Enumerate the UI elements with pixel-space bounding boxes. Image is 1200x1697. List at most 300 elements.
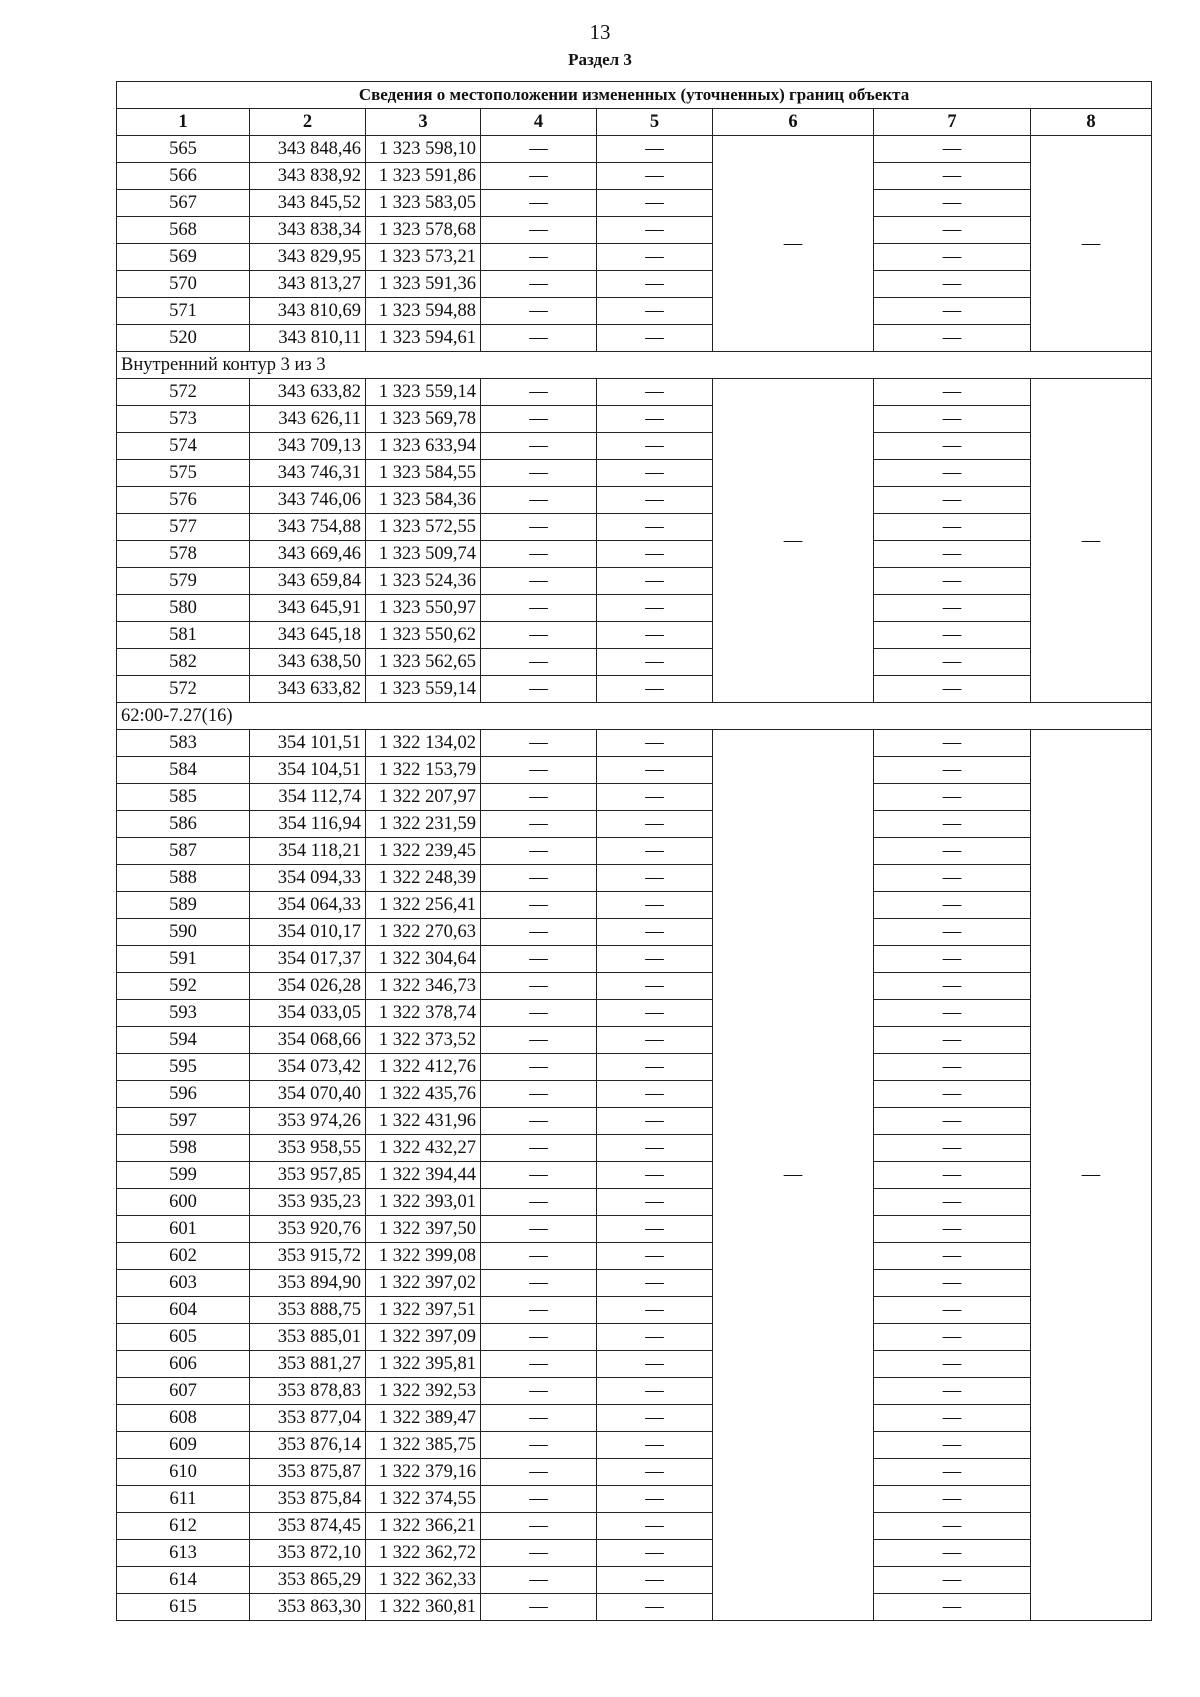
y-coordinate-cell: 1 323 591,86 (366, 163, 481, 190)
x-coordinate-cell: 343 709,13 (250, 433, 366, 460)
table-row (117, 1243, 1152, 1270)
column-5-cell: — (597, 541, 713, 568)
column-4-cell: — (481, 784, 597, 811)
point-number-cell: 613 (117, 1540, 250, 1567)
point-number-cell: 615 (117, 1594, 250, 1621)
column-4-cell: — (481, 892, 597, 919)
x-coordinate-cell: 354 101,51 (250, 730, 366, 757)
column-header: 2 (250, 109, 366, 136)
point-number-cell: 614 (117, 1567, 250, 1594)
point-number-cell: 587 (117, 838, 250, 865)
column-4-cell: — (481, 190, 597, 217)
y-coordinate-cell: 1 322 397,02 (366, 1270, 481, 1297)
column-4-cell: — (481, 406, 597, 433)
x-coordinate-cell: 354 068,66 (250, 1027, 366, 1054)
group-label-row (117, 352, 1152, 379)
x-coordinate-cell: 354 116,94 (250, 811, 366, 838)
x-coordinate-cell: 343 645,91 (250, 595, 366, 622)
table-row (117, 865, 1152, 892)
table-row (117, 271, 1152, 298)
column-5-cell: — (597, 460, 713, 487)
column-4-cell: — (481, 1513, 597, 1540)
table-row (117, 1594, 1152, 1621)
table-row (117, 1351, 1152, 1378)
x-coordinate-cell: 354 104,51 (250, 757, 366, 784)
column-5-cell: — (597, 433, 713, 460)
point-number-cell: 579 (117, 568, 250, 595)
table-row (117, 136, 1152, 163)
y-coordinate-cell: 1 322 395,81 (366, 1351, 481, 1378)
column-4-cell: — (481, 1378, 597, 1405)
y-coordinate-cell: 1 323 550,62 (366, 622, 481, 649)
column-5-cell: — (597, 730, 713, 757)
x-coordinate-cell: 343 810,69 (250, 298, 366, 325)
column-5-cell: — (597, 568, 713, 595)
column-7-cell: — (874, 1243, 1031, 1270)
boundary-coordinates-table (116, 81, 1152, 1621)
column-5-cell: — (597, 1216, 713, 1243)
y-coordinate-cell: 1 323 578,68 (366, 217, 481, 244)
table-row (117, 244, 1152, 271)
point-number-cell: 606 (117, 1351, 250, 1378)
y-coordinate-cell: 1 322 397,51 (366, 1297, 481, 1324)
column-5-cell: — (597, 676, 713, 703)
x-coordinate-cell: 343 746,06 (250, 487, 366, 514)
column-header: 6 (713, 109, 874, 136)
y-coordinate-cell: 1 322 366,21 (366, 1513, 481, 1540)
group-label: Внутренний контур 3 из 3 (117, 352, 1152, 379)
column-7-cell: — (874, 1324, 1031, 1351)
table-row (117, 163, 1152, 190)
column-7-cell: — (874, 298, 1031, 325)
column-7-cell: — (874, 1000, 1031, 1027)
table-row (117, 919, 1152, 946)
point-number-cell: 593 (117, 1000, 250, 1027)
y-coordinate-cell: 1 322 346,73 (366, 973, 481, 1000)
table-row (117, 1189, 1152, 1216)
point-number-cell: 601 (117, 1216, 250, 1243)
x-coordinate-cell: 353 915,72 (250, 1243, 366, 1270)
column-5-cell: — (597, 811, 713, 838)
group-label-row (117, 703, 1152, 730)
point-number-cell: 586 (117, 811, 250, 838)
column-4-cell: — (481, 1540, 597, 1567)
table-row (117, 1567, 1152, 1594)
point-number-cell: 607 (117, 1378, 250, 1405)
column-4-cell: — (481, 1027, 597, 1054)
column-4-cell: — (481, 1459, 597, 1486)
point-number-cell: 566 (117, 163, 250, 190)
x-coordinate-cell: 353 876,14 (250, 1432, 366, 1459)
column-4-cell: — (481, 622, 597, 649)
point-number-cell: 590 (117, 919, 250, 946)
point-number-cell: 585 (117, 784, 250, 811)
column-4-cell: — (481, 811, 597, 838)
x-coordinate-cell: 343 659,84 (250, 568, 366, 595)
x-coordinate-cell: 353 874,45 (250, 1513, 366, 1540)
column-7-cell: — (874, 730, 1031, 757)
column-7-cell: — (874, 1297, 1031, 1324)
column-5-cell: — (597, 1081, 713, 1108)
column-4-cell: — (481, 1594, 597, 1621)
column-5-cell: — (597, 784, 713, 811)
column-7-cell: — (874, 784, 1031, 811)
point-number-cell: 583 (117, 730, 250, 757)
column-7-cell: — (874, 892, 1031, 919)
x-coordinate-cell: 353 894,90 (250, 1270, 366, 1297)
table-row (117, 433, 1152, 460)
y-coordinate-cell: 1 323 591,36 (366, 271, 481, 298)
table-row (117, 460, 1152, 487)
column-4-cell: — (481, 1351, 597, 1378)
column-5-cell: — (597, 649, 713, 676)
y-coordinate-cell: 1 322 394,44 (366, 1162, 481, 1189)
column-header: 3 (366, 109, 481, 136)
x-coordinate-cell: 354 070,40 (250, 1081, 366, 1108)
column-7-cell: — (874, 514, 1031, 541)
column-7-cell: — (874, 946, 1031, 973)
column-5-cell: — (597, 1594, 713, 1621)
x-coordinate-cell: 353 958,55 (250, 1135, 366, 1162)
table-row (117, 595, 1152, 622)
column-4-cell: — (481, 973, 597, 1000)
column-4-cell: — (481, 1432, 597, 1459)
point-number-cell: 602 (117, 1243, 250, 1270)
point-number-cell: 595 (117, 1054, 250, 1081)
column-7-cell: — (874, 568, 1031, 595)
x-coordinate-cell: 353 920,76 (250, 1216, 366, 1243)
column-5-cell: — (597, 1513, 713, 1540)
column-4-cell: — (481, 487, 597, 514)
y-coordinate-cell: 1 322 412,76 (366, 1054, 481, 1081)
column-6-merged-cell: — (713, 730, 874, 1621)
point-number-cell: 578 (117, 541, 250, 568)
column-5-cell: — (597, 1567, 713, 1594)
column-header: 1 (117, 109, 250, 136)
table-row (117, 730, 1152, 757)
x-coordinate-cell: 343 813,27 (250, 271, 366, 298)
x-coordinate-cell: 354 073,42 (250, 1054, 366, 1081)
column-5-cell: — (597, 1297, 713, 1324)
y-coordinate-cell: 1 322 134,02 (366, 730, 481, 757)
column-header: 5 (597, 109, 713, 136)
column-4-cell: — (481, 1405, 597, 1432)
point-number-cell: 584 (117, 757, 250, 784)
column-5-cell: — (597, 757, 713, 784)
column-7-cell: — (874, 1081, 1031, 1108)
column-5-cell: — (597, 1243, 713, 1270)
x-coordinate-cell: 353 877,04 (250, 1405, 366, 1432)
column-7-cell: — (874, 1540, 1031, 1567)
table-row (117, 1081, 1152, 1108)
y-coordinate-cell: 1 322 362,72 (366, 1540, 481, 1567)
column-4-cell: — (481, 1324, 597, 1351)
table-row (117, 757, 1152, 784)
column-7-cell: — (874, 1162, 1031, 1189)
y-coordinate-cell: 1 322 397,09 (366, 1324, 481, 1351)
column-7-cell: — (874, 622, 1031, 649)
column-6-merged-cell: — (713, 379, 874, 703)
column-7-cell: — (874, 1486, 1031, 1513)
y-coordinate-cell: 1 322 256,41 (366, 892, 481, 919)
y-coordinate-cell: 1 322 239,45 (366, 838, 481, 865)
y-coordinate-cell: 1 323 559,14 (366, 676, 481, 703)
column-7-cell: — (874, 244, 1031, 271)
column-6-merged-cell: — (713, 136, 874, 352)
table-row (117, 622, 1152, 649)
column-7-cell: — (874, 1027, 1031, 1054)
column-5-cell: — (597, 1054, 713, 1081)
column-5-cell: — (597, 1432, 713, 1459)
x-coordinate-cell: 343 829,95 (250, 244, 366, 271)
column-4-cell: — (481, 1000, 597, 1027)
table-row (117, 811, 1152, 838)
table-row (117, 1513, 1152, 1540)
y-coordinate-cell: 1 322 392,53 (366, 1378, 481, 1405)
y-coordinate-cell: 1 322 431,96 (366, 1108, 481, 1135)
column-7-cell: — (874, 541, 1031, 568)
x-coordinate-cell: 343 848,46 (250, 136, 366, 163)
column-5-cell: — (597, 622, 713, 649)
column-4-cell: — (481, 325, 597, 352)
table-row (117, 325, 1152, 352)
column-4-cell: — (481, 1054, 597, 1081)
table-row (117, 1297, 1152, 1324)
column-5-cell: — (597, 892, 713, 919)
column-7-cell: — (874, 1189, 1031, 1216)
point-number-cell: 612 (117, 1513, 250, 1540)
column-7-cell: — (874, 1135, 1031, 1162)
column-5-cell: — (597, 1162, 713, 1189)
column-5-cell: — (597, 1540, 713, 1567)
y-coordinate-cell: 1 322 432,27 (366, 1135, 481, 1162)
x-coordinate-cell: 343 626,11 (250, 406, 366, 433)
x-coordinate-cell: 354 026,28 (250, 973, 366, 1000)
column-4-cell: — (481, 1081, 597, 1108)
y-coordinate-cell: 1 322 270,63 (366, 919, 481, 946)
column-7-cell: — (874, 1432, 1031, 1459)
y-coordinate-cell: 1 323 569,78 (366, 406, 481, 433)
column-7-cell: — (874, 1054, 1031, 1081)
column-7-cell: — (874, 1513, 1031, 1540)
table-row (117, 1162, 1152, 1189)
table-row (117, 1000, 1152, 1027)
table-row (117, 1486, 1152, 1513)
y-coordinate-cell: 1 322 360,81 (366, 1594, 481, 1621)
column-4-cell: — (481, 136, 597, 163)
column-5-cell: — (597, 1351, 713, 1378)
y-coordinate-cell: 1 323 633,94 (366, 433, 481, 460)
y-coordinate-cell: 1 323 583,05 (366, 190, 481, 217)
column-5-cell: — (597, 244, 713, 271)
point-number-cell: 611 (117, 1486, 250, 1513)
page-number: 13 (589, 20, 611, 44)
column-4-cell: — (481, 379, 597, 406)
table-row (117, 1378, 1152, 1405)
column-number-row (117, 109, 1152, 136)
x-coordinate-cell: 354 010,17 (250, 919, 366, 946)
column-5-cell: — (597, 1486, 713, 1513)
y-coordinate-cell: 1 323 562,65 (366, 649, 481, 676)
column-4-cell: — (481, 649, 597, 676)
y-coordinate-cell: 1 323 559,14 (366, 379, 481, 406)
column-7-cell: — (874, 1594, 1031, 1621)
point-number-cell: 594 (117, 1027, 250, 1054)
table-row (117, 892, 1152, 919)
x-coordinate-cell: 354 094,33 (250, 865, 366, 892)
point-number-cell: 565 (117, 136, 250, 163)
x-coordinate-cell: 353 885,01 (250, 1324, 366, 1351)
y-coordinate-cell: 1 323 573,21 (366, 244, 481, 271)
column-5-cell: — (597, 190, 713, 217)
column-4-cell: — (481, 865, 597, 892)
x-coordinate-cell: 343 645,18 (250, 622, 366, 649)
column-7-cell: — (874, 217, 1031, 244)
column-5-cell: — (597, 1324, 713, 1351)
point-number-cell: 582 (117, 649, 250, 676)
table-row (117, 1324, 1152, 1351)
x-coordinate-cell: 343 669,46 (250, 541, 366, 568)
column-7-cell: — (874, 1459, 1031, 1486)
x-coordinate-cell: 343 754,88 (250, 514, 366, 541)
column-7-cell: — (874, 649, 1031, 676)
point-number-cell: 592 (117, 973, 250, 1000)
column-4-cell: — (481, 1270, 597, 1297)
table-row (117, 1216, 1152, 1243)
column-5-cell: — (597, 325, 713, 352)
column-4-cell: — (481, 1486, 597, 1513)
y-coordinate-cell: 1 322 374,55 (366, 1486, 481, 1513)
table-row (117, 487, 1152, 514)
y-coordinate-cell: 1 323 572,55 (366, 514, 481, 541)
point-number-cell: 597 (117, 1108, 250, 1135)
column-7-cell: — (874, 271, 1031, 298)
x-coordinate-cell: 343 746,31 (250, 460, 366, 487)
point-number-cell: 599 (117, 1162, 250, 1189)
column-4-cell: — (481, 1243, 597, 1270)
x-coordinate-cell: 353 872,10 (250, 1540, 366, 1567)
column-5-cell: — (597, 838, 713, 865)
column-5-cell: — (597, 514, 713, 541)
point-number-cell: 604 (117, 1297, 250, 1324)
column-5-cell: — (597, 595, 713, 622)
x-coordinate-cell: 354 118,21 (250, 838, 366, 865)
x-coordinate-cell: 343 838,92 (250, 163, 366, 190)
column-5-cell: — (597, 973, 713, 1000)
table-row (117, 1270, 1152, 1297)
column-7-cell: — (874, 973, 1031, 1000)
y-coordinate-cell: 1 322 399,08 (366, 1243, 481, 1270)
y-coordinate-cell: 1 322 397,50 (366, 1216, 481, 1243)
point-number-cell: 567 (117, 190, 250, 217)
point-number-cell: 603 (117, 1270, 250, 1297)
column-7-cell: — (874, 676, 1031, 703)
column-5-cell: — (597, 163, 713, 190)
column-7-cell: — (874, 919, 1031, 946)
column-7-cell: — (874, 1351, 1031, 1378)
column-5-cell: — (597, 136, 713, 163)
column-5-cell: — (597, 1405, 713, 1432)
point-number-cell: 598 (117, 1135, 250, 1162)
column-5-cell: — (597, 1000, 713, 1027)
column-7-cell: — (874, 163, 1031, 190)
y-coordinate-cell: 1 322 304,64 (366, 946, 481, 973)
table-row (117, 217, 1152, 244)
x-coordinate-cell: 343 838,34 (250, 217, 366, 244)
column-4-cell: — (481, 541, 597, 568)
point-number-cell: 600 (117, 1189, 250, 1216)
point-number-cell: 580 (117, 595, 250, 622)
table-row (117, 1540, 1152, 1567)
table-row (117, 838, 1152, 865)
column-5-cell: — (597, 1459, 713, 1486)
table-caption-row (117, 82, 1152, 109)
column-7-cell: — (874, 190, 1031, 217)
table-row (117, 1405, 1152, 1432)
x-coordinate-cell: 343 633,82 (250, 676, 366, 703)
column-7-cell: — (874, 406, 1031, 433)
point-number-cell: 581 (117, 622, 250, 649)
table-row (117, 1432, 1152, 1459)
table-row (117, 1027, 1152, 1054)
column-7-cell: — (874, 811, 1031, 838)
column-4-cell: — (481, 1108, 597, 1135)
table-row (117, 1459, 1152, 1486)
column-header: 4 (481, 109, 597, 136)
point-number-cell: 573 (117, 406, 250, 433)
point-number-cell: 596 (117, 1081, 250, 1108)
column-5-cell: — (597, 865, 713, 892)
table-row (117, 568, 1152, 595)
column-5-cell: — (597, 379, 713, 406)
column-5-cell: — (597, 946, 713, 973)
column-7-cell: — (874, 325, 1031, 352)
y-coordinate-cell: 1 322 378,74 (366, 1000, 481, 1027)
column-4-cell: — (481, 244, 597, 271)
section-title: Раздел 3 (568, 50, 632, 69)
column-header: 7 (874, 109, 1031, 136)
point-number-cell: 572 (117, 676, 250, 703)
column-5-cell: — (597, 1027, 713, 1054)
table-row (117, 514, 1152, 541)
column-7-cell: — (874, 136, 1031, 163)
x-coordinate-cell: 353 888,75 (250, 1297, 366, 1324)
x-coordinate-cell: 343 633,82 (250, 379, 366, 406)
column-4-cell: — (481, 460, 597, 487)
y-coordinate-cell: 1 322 389,47 (366, 1405, 481, 1432)
column-8-merged-cell: — (1031, 379, 1152, 703)
table-body (117, 136, 1152, 1621)
column-4-cell: — (481, 595, 597, 622)
column-4-cell: — (481, 1567, 597, 1594)
table-row (117, 190, 1152, 217)
point-number-cell: 605 (117, 1324, 250, 1351)
y-coordinate-cell: 1 322 362,33 (366, 1567, 481, 1594)
column-4-cell: — (481, 568, 597, 595)
column-7-cell: — (874, 1108, 1031, 1135)
point-number-cell: 609 (117, 1432, 250, 1459)
group-label: 62:00-7.27(16) (117, 703, 1152, 730)
column-4-cell: — (481, 433, 597, 460)
column-4-cell: — (481, 946, 597, 973)
column-5-cell: — (597, 298, 713, 325)
column-4-cell: — (481, 838, 597, 865)
table-row (117, 406, 1152, 433)
y-coordinate-cell: 1 323 509,74 (366, 541, 481, 568)
point-number-cell: 577 (117, 514, 250, 541)
x-coordinate-cell: 353 875,87 (250, 1459, 366, 1486)
y-coordinate-cell: 1 323 550,97 (366, 595, 481, 622)
